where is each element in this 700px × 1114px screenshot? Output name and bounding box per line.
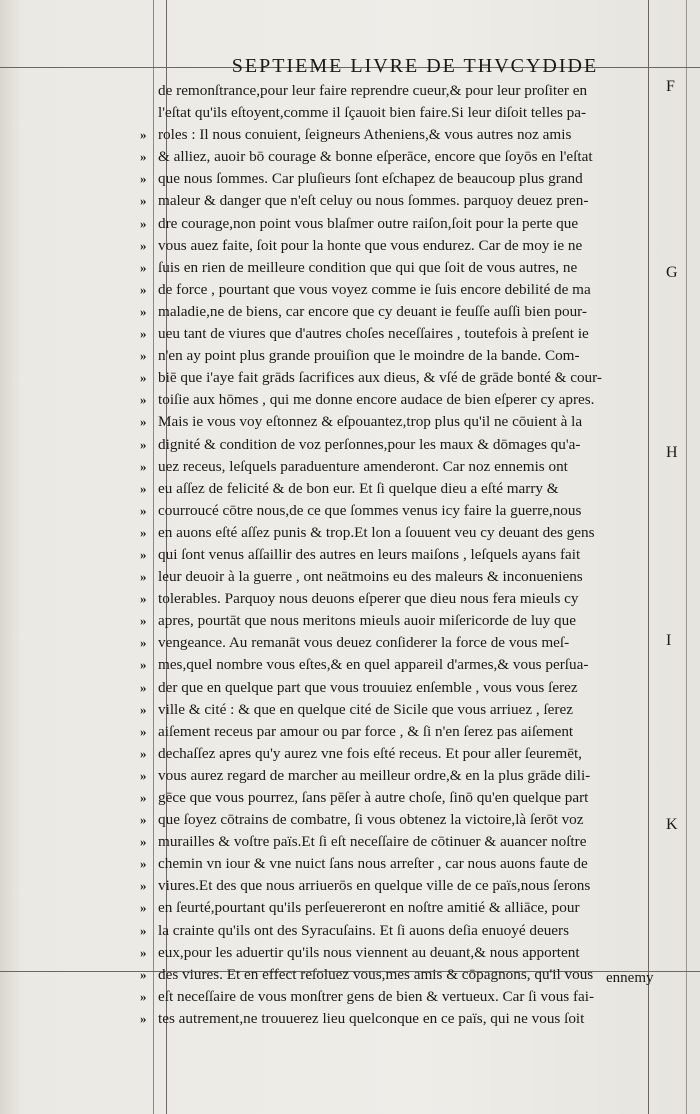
text-line-content: la crainte qu'ils ont des Syracuſains. Et ſi auons deſia enuoyé deuers (158, 921, 569, 939)
text-line (140, 677, 658, 699)
text-line-content: de remonſtrance,pour leur faire reprendre cueur,& pour leur proſiter en (158, 82, 588, 99)
quotation-mark: » (140, 745, 147, 761)
text-line (140, 809, 658, 831)
quotation-mark: » (140, 900, 147, 916)
text-line-content: ueu tant de viures que d'autres choſes neceſſaires , toutefois à preſent ie (158, 325, 589, 343)
text-line-content: eſt neceſſaire de vous monſtrer gens de bien & vertueux. Car ſi vous fai- (158, 987, 595, 1005)
text-line-content: dre courage,non point vous blaſmer outre raiſon,ſoit pour la perte que (158, 214, 579, 232)
text-line-content: roles : Il nous conuient, ſeigneurs Atheniens,& vous autres noz amis (158, 126, 572, 144)
margin-letter-h: H (666, 444, 678, 461)
text-line-content: leur deuoir à la guerre , ont neātmoins eu des maleurs & inconueniens (158, 568, 583, 586)
text-line (140, 367, 658, 389)
text-line-content: de force , pourtant que vous voyez comme ie ſuis encore debilité de ma (158, 280, 591, 298)
quotation-mark: » (140, 856, 147, 872)
quotation-mark: » (140, 524, 147, 540)
text-line (140, 588, 658, 610)
text-line (140, 721, 658, 743)
quotation-mark: » (140, 303, 147, 319)
quotation-mark: » (140, 281, 147, 297)
text-line (140, 610, 658, 632)
quotation-mark: » (140, 834, 147, 850)
text-line-content: l'eſtat qu'ils eſtoyent,comme il ſçauoit bien faire.Si leur diſoit telles pa- (158, 104, 587, 122)
text-line-content: dignité & condition de voz perſonnes,pour les maux & dōmages qu'a- (158, 435, 581, 453)
text-line-content: aiſement receus par amour ou par force , & ſi n'en ſerez pas aiſement (158, 722, 574, 740)
text-line-content: apres, pourtāt que nous meritons mieuls auoir miſericorde de luy que (158, 612, 576, 630)
quotation-mark: » (140, 613, 147, 629)
quotation-mark: » (140, 701, 147, 717)
quotation-mark: » (140, 1010, 147, 1026)
quotation-mark: » (140, 790, 147, 805)
text-line-content: mes,quel nombre vous eſtes,& en quel appareil d'armes,& vous perſua- (158, 656, 589, 674)
text-line (140, 942, 658, 964)
text-line (140, 654, 658, 676)
quotation-mark: » (140, 569, 147, 585)
text-line-content: ville & cité : & que en quelque cité de Sicile que vous arriuez , ſerez (158, 700, 573, 718)
quotation-mark: » (140, 988, 147, 1004)
text-line-content: toiſie aux hōmes , qui me donne encore audace de bien eſperer cy apres. (158, 391, 595, 409)
text-line (140, 522, 658, 544)
text-line-content: que nous ſommes. Car pluſieurs ſont eſchapez de beaucoup plus grand (158, 170, 583, 188)
text-line (140, 279, 658, 301)
text-line-content: vous aurez regard de marcher au meilleur ordre,& en la plus grāde dili- (158, 766, 591, 784)
text-line-content: maleur & danger que n'eſt celuy ou nous ſommes. parquoy deuez pren- (158, 192, 589, 210)
quotation-mark: » (140, 237, 147, 253)
text-line-content: eu aſſez de felicité & de bon eur. Et ſi quelque dieu a eſté marry & (158, 479, 559, 497)
text-line (140, 787, 658, 809)
quotation-mark: » (140, 966, 147, 982)
quotation-mark: » (140, 767, 147, 783)
text-line (140, 434, 658, 456)
text-line-content: eux,pour les aduertir qu'ils nous viennent au deuant,& nous apportent (158, 943, 580, 961)
text-line (140, 920, 658, 942)
frame-rule-right-outer (686, 0, 687, 1114)
running-head: SEPTIEME LIVRE DE THVCYDIDE (231, 55, 599, 77)
text-line-content: tolerables. Parquoy nous deuons eſperer que dieu nous fera mieuls cy (158, 590, 579, 608)
quotation-mark: » (140, 348, 147, 364)
text-line-content: biē que i'aye fait grāds ſacrifices aux dieus, & vſé de grāde bonté & cour- (158, 369, 602, 387)
frame-rule-left-outer (153, 0, 154, 1114)
catchword: ennemy (606, 970, 654, 986)
text-line-content: en ſeurté,pourtant qu'ils perſeuereront en noſtre amitié & alliāce, pour (158, 899, 580, 917)
text-line (140, 411, 658, 433)
quotation-mark: » (140, 414, 147, 430)
quotation-mark: » (140, 546, 147, 562)
quotation-mark: » (140, 326, 147, 342)
text-line (140, 235, 658, 257)
text-line (140, 345, 658, 367)
quotation-mark: » (140, 502, 147, 518)
quotation-mark: » (140, 723, 147, 739)
text-line-content: & alliez, auoir bō courage & bonne eſperāce, encore que ſoyōs en l'eſtat (158, 148, 593, 166)
text-line (140, 765, 658, 787)
text-line (140, 389, 658, 411)
text-line-content: en auons eſté aſſez punis & trop.Et lon a ſouuent veu cy deuant des gens (158, 523, 595, 541)
text-line-content: maladie,ne de biens, car encore que cy deuant ie feuſſe auſſi bien pour- (158, 302, 587, 320)
quotation-mark: » (140, 370, 147, 386)
text-line-content: viures.Et des que nous arriuerōs en quelque ville de ce païs,nous ſerons (158, 877, 591, 895)
text-line (140, 1008, 658, 1030)
quotation-mark: » (140, 812, 147, 828)
text-line (140, 897, 658, 919)
text-line (140, 323, 658, 345)
text-line (140, 301, 658, 323)
text-line (140, 743, 658, 765)
text-line-content: qui ſont venus aſſaillir des autres en leurs maiſons , leſquels ayans fait (158, 545, 581, 563)
text-line-content: vous auez faite, ſoit pour la honte que vous endurez. Car de moy ie ne (158, 236, 583, 254)
margin-letter-i: I (666, 632, 672, 649)
quotation-mark: » (140, 944, 147, 960)
text-line (158, 102, 658, 124)
text-line (140, 124, 658, 146)
quotation-mark: » (140, 657, 147, 673)
quotation-mark: » (140, 458, 147, 474)
text-line-content: ſuis en rien de meilleure condition que qui que ſoit de vous autres, ne (158, 258, 578, 276)
text-line (140, 146, 658, 168)
text-line-content: n'en ay point plus grande prouiſion que le moindre de la bande. Com- (158, 347, 580, 365)
text-line (140, 168, 658, 190)
text-line (140, 986, 658, 1008)
quotation-mark: » (140, 259, 147, 275)
text-line (140, 500, 658, 522)
text-line-content: que ſoyez cōtrains de combatre, ſi vous obtenez la victoire,là ſerōt voz (158, 811, 584, 829)
text-line-content: dechaſſez apres qu'y aurez vne fois eſté receus. Et pour aller ſeuremēt, (158, 744, 582, 762)
quotation-mark: » (140, 436, 147, 452)
text-line-content: courroucé cōtre nous,de ce que ſommes venus icy faire la guerre,nous (158, 501, 582, 519)
quotation-mark: » (140, 480, 147, 496)
quotation-mark: » (140, 127, 147, 143)
quotation-mark: » (140, 679, 147, 695)
text-line (140, 853, 658, 875)
text-line (158, 80, 658, 102)
text-line-content: murailles & voſtre païs.Et ſi eſt neceſſaire de cōtinuer & auancer noſtre (158, 833, 587, 851)
text-line-content: tes autrement,ne trouuerez lieu quelconque en ce païs, qui ne vous ſoit (158, 1009, 585, 1027)
quotation-mark: » (140, 591, 147, 607)
margin-letter-g: G (666, 264, 678, 281)
quotation-mark: » (140, 635, 147, 651)
quotation-mark: » (140, 193, 147, 209)
quotation-mark: » (140, 392, 147, 408)
text-line (140, 213, 658, 235)
text-line (140, 456, 658, 478)
text-line-content: uez receus, leſquels paraduenture amenderont. Car noz ennemis ont (158, 457, 568, 475)
text-line-content: des viures. Et en effect reſoluez vous,mes amis & cōpagnons, qu'il vous (158, 965, 594, 983)
text-line (140, 478, 658, 500)
text-line-content: vengeance. Au remanāt vous deuez conſiderer la force de vous meſ- (158, 634, 570, 652)
text-line (140, 875, 658, 897)
quotation-mark: » (140, 171, 147, 187)
text-line (140, 632, 658, 654)
margin-letter-f: F (666, 78, 675, 95)
quotation-mark: » (140, 149, 147, 165)
quotation-mark: » (140, 215, 147, 231)
text-line (140, 699, 658, 721)
margin-letter-k: K (666, 816, 678, 833)
text-line-content: Mais ie vous voy eſtonnez & eſpouantez,trop plus qu'il ne cōuient à la (158, 413, 583, 431)
quotation-mark: » (140, 922, 147, 938)
text-line (140, 544, 658, 566)
text-line (140, 257, 658, 279)
text-line (140, 190, 658, 212)
text-line-content: chemin vn iour & vne nuict ſans nous arreſter , car nous auons faute de (158, 855, 588, 873)
text-line (140, 831, 658, 853)
quotation-mark: » (140, 878, 147, 894)
body-text (140, 80, 658, 1030)
text-line (140, 566, 658, 588)
text-line-content: gēce que vous pourrez, ſans pēſer à autre choſe, ſinō qu'en quelque part (158, 789, 589, 806)
text-line (140, 964, 658, 986)
text-line-content: der que en quelque part que vous trouuiez enſemble , vous vous ſerez (158, 678, 578, 696)
